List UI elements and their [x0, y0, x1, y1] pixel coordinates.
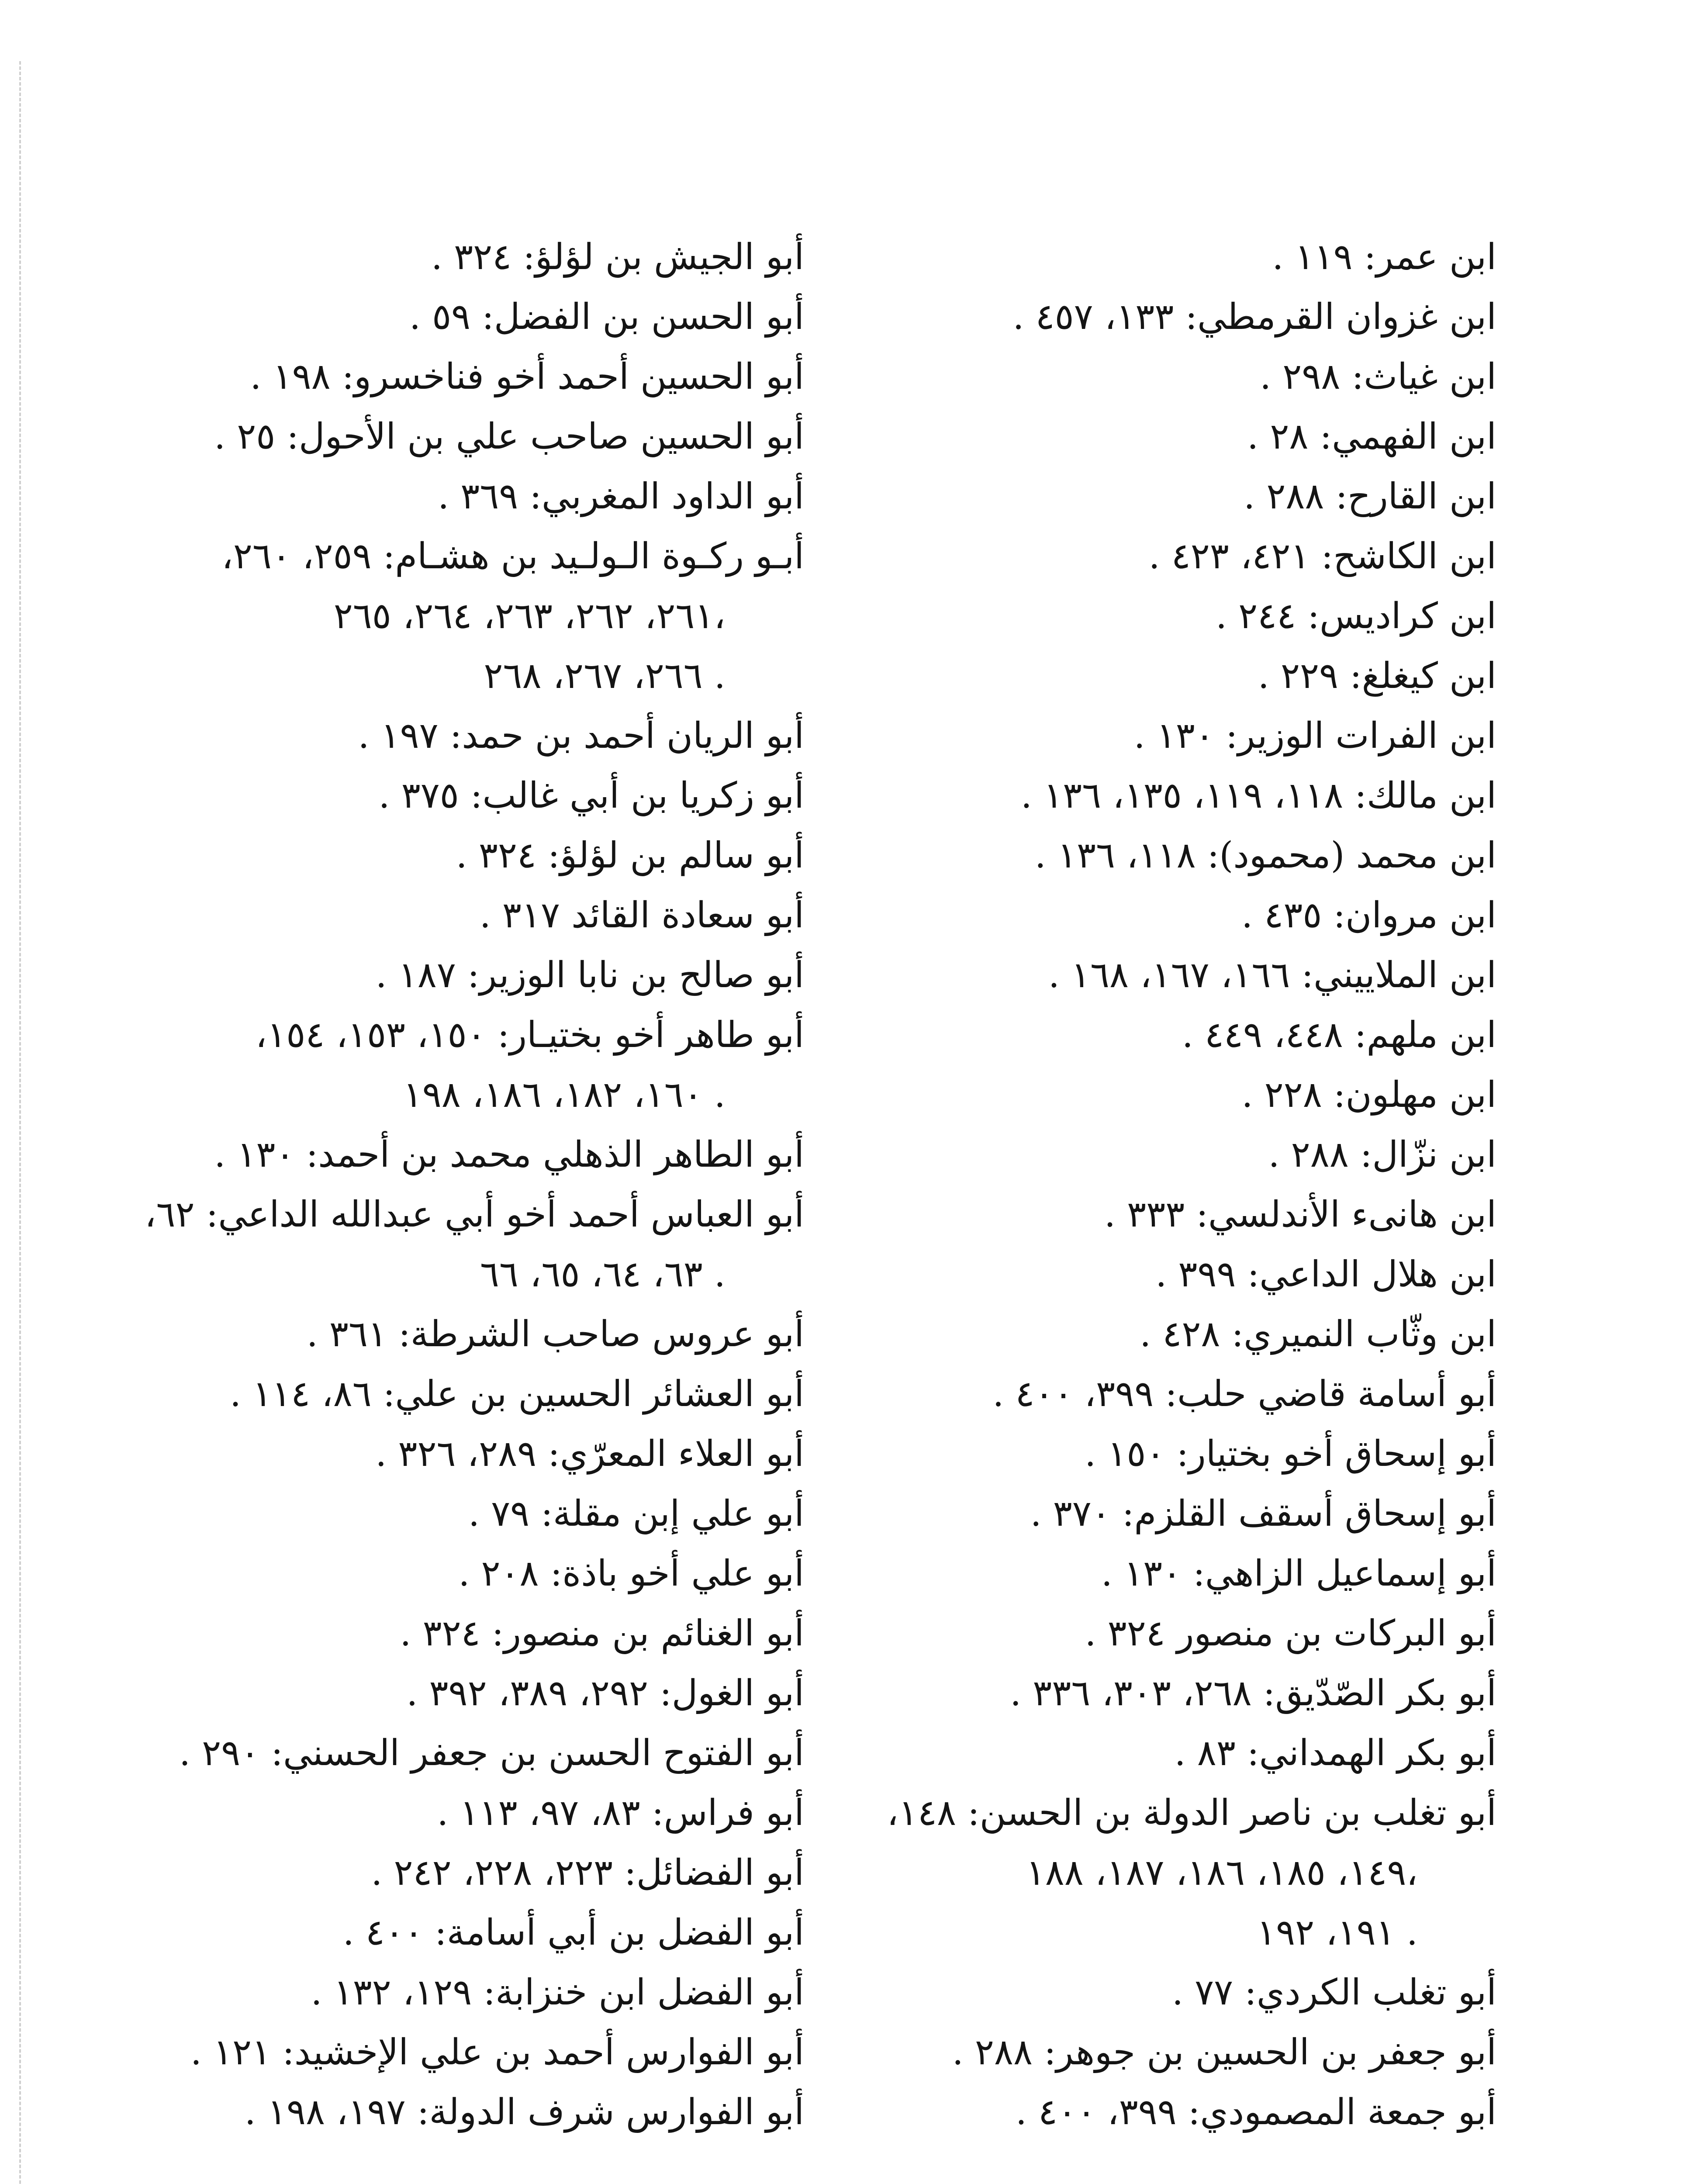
index-entry: أبو الفضل ابن خنزابة: ١٢٩، ١٣٢ . — [311, 1972, 804, 2013]
index-entry-continuation: ٦٣، ٦٤، ٦٥، ٦٦ . — [480, 1254, 726, 1295]
index-entry-continuation: ١٦٠، ١٨٢، ١٨٦، ١٩٨ . — [403, 1074, 726, 1116]
index-entry-continuation: ١٩١، ١٩٢ . — [1257, 1912, 1418, 1953]
index-entry: ابن مروان: ٤٣٥ . — [1241, 895, 1496, 936]
index-entry: ابن الفهمي: ٢٨ . — [1247, 416, 1496, 457]
index-entry: ابن الكاشح: ٤٢١، ٤٢٣ . — [1148, 536, 1496, 577]
index-entry: ابن هانىء الأندلسي: ٣٣٣ . — [1104, 1194, 1496, 1235]
index-entry: أبو الفتوح الحسن بن جعفر الحسني: ٢٩٠ . — [179, 1732, 804, 1774]
index-entry: ابن نزّال: ٢٨٨ . — [1268, 1134, 1496, 1175]
index-entry: أبو إسماعيل الزاهي: ١٣٠ . — [1101, 1553, 1496, 1594]
index-entry: أبو تغلب بن ناصر الدولة بن الحسن: ١٤٨، — [887, 1792, 1496, 1834]
index-entry: أبو البركات بن منصور ٣٢٤ . — [1085, 1613, 1496, 1654]
index-entry: أبو بكر الهمداني: ٨٣ . — [1174, 1732, 1496, 1774]
index-column-right — [763, 227, 1496, 2142]
index-entry: أبو الفضائل: ٢٢٣، ٢٢٨، ٢٤٢ . — [371, 1852, 804, 1894]
index-entry: أبو العشائر الحسين بن علي: ٨٦، ١١٤ . — [229, 1373, 804, 1415]
binding-margin-line — [19, 61, 21, 2184]
index-entry: ابن هلال الداعي: ٣٩٩ . — [1155, 1254, 1496, 1295]
index-entry: أبو إسحاق أسقف القلزم: ٣٧٠ . — [1030, 1493, 1496, 1534]
index-entry: أبو أسامة قاضي حلب: ٣٩٩، ٤٠٠ . — [992, 1373, 1496, 1415]
index-entry: أبـو ركـوة الـولـيد بن هشـام: ٢٥٩، ٢٦٠، — [221, 536, 804, 577]
index-entry: أبو سعادة القائد ٣١٧ . — [479, 895, 804, 936]
index-entry: ابن القارح: ٢٨٨ . — [1244, 476, 1496, 517]
index-entry: أبو طاهر أخو بختيـار: ١٥٠، ١٥٣، ١٥٤، — [255, 1014, 804, 1056]
index-entry: أبو الفوارس أحمد بن علي الإخشيد: ١٢١ . — [190, 2032, 804, 2073]
index-entry: أبو الغول: ٢٩٢، ٣٨٩، ٣٩٢ . — [406, 1673, 804, 1714]
index-entry: ابن كيغلغ: ٢٢٩ . — [1258, 655, 1496, 697]
index-entry: أبو الغنائم بن منصور: ٣٢٤ . — [400, 1613, 804, 1654]
index-entry: أبو الفوارس شرف الدولة: ١٩٧، ١٩٨ . — [244, 2091, 804, 2133]
index-entry: أبو العباس أحمد أخو أبي عبدالله الداعي: ٦٢، — [145, 1194, 804, 1235]
index-entry: ابن غياث: ٢٩٨ . — [1260, 356, 1496, 397]
index-entry: أبو الفضل بن أبي أسامة: ٤٠٠ . — [342, 1912, 804, 1953]
index-entry-continuation: ٢٦٦، ٢٦٧، ٢٦٨ . — [484, 655, 726, 697]
index-entry-continuation: ٢٦١، ٢٦٢، ٢٦٣، ٢٦٤، ٢٦٥، — [333, 595, 726, 637]
index-entry: أبو العلاء المعرّي: ٢٨٩، ٣٢٦ . — [375, 1433, 804, 1475]
index-entry: أبو الحسين أحمد أخو فناخسرو: ١٩٨ . — [250, 356, 804, 397]
index-entry: ابن مالك: ١١٨، ١١٩، ١٣٥، ١٣٦ . — [1020, 775, 1496, 816]
index-entry: أبو الحسن بن الفضل: ٥٩ . — [409, 296, 804, 338]
index-entry: أبو الريان أحمد بن حمد: ١٩٧ . — [358, 715, 804, 757]
index-column-left — [123, 227, 804, 2142]
index-entry: أبو صالح بن نابا الوزير: ١٨٧ . — [375, 954, 804, 996]
index-entry: أبو تغلب الكردي: ٧٧ . — [1171, 1972, 1496, 2013]
index-entry: أبو جعفر بن الحسين بن جوهر: ٢٨٨ . — [952, 2032, 1496, 2073]
index-entry: ابن الملاييني: ١٦٦، ١٦٧، ١٦٨ . — [1048, 954, 1496, 996]
index-entry: أبو الجيش بن لؤلؤ: ٣٢٤ . — [431, 236, 804, 278]
index-entry: ابن محمد (محمود): ١١٨، ١٣٦ . — [1034, 835, 1496, 876]
index-entry: ابن عمر: ١١٩ . — [1272, 236, 1496, 278]
index-entry: أبو جمعة المصمودي: ٣٩٩، ٤٠٠ . — [1015, 2091, 1496, 2133]
index-entry: ابن مهلون: ٢٢٨ . — [1241, 1074, 1496, 1116]
index-entry: أبو زكريا بن أبي غالب: ٣٧٥ . — [378, 775, 804, 816]
index-entry: أبو بكر الصّدّيق: ٢٦٨، ٣٠٣، ٣٣٦ . — [1010, 1673, 1496, 1714]
index-entry: أبو إسحاق أخو بختيار: ١٥٠ . — [1085, 1433, 1496, 1475]
index-entry: أبو الحسين صاحب علي بن الأحول: ٢٥ . — [214, 416, 804, 457]
index-entry: أبو سالم بن لؤلؤ: ٣٢٤ . — [456, 835, 804, 876]
index-entry: ابن الفرات الوزير: ١٣٠ . — [1133, 715, 1496, 757]
index-entry: ابن وثّاب النميري: ٤٢٨ . — [1140, 1313, 1496, 1355]
index-entry: ابن كراديس: ٢٤٤ . — [1215, 595, 1496, 637]
index-entry: أبو الداود المغربي: ٣٦٩ . — [438, 476, 804, 517]
index-entry: ابن ملهم: ٤٤٨، ٤٤٩ . — [1182, 1014, 1496, 1056]
index-entry: أبو الطاهر الذهلي محمد بن أحمد: ١٣٠ . — [214, 1134, 804, 1175]
index-entry: أبو عروس صاحب الشرطة: ٣٦١ . — [306, 1313, 804, 1355]
index-entry: ابن غزوان القرمطي: ١٣٣، ٤٥٧ . — [1012, 296, 1496, 338]
index-entry: أبو فراس: ٨٣، ٩٧، ١١٣ . — [437, 1792, 804, 1834]
index-entry: أبو علي أخو باذة: ٢٠٨ . — [458, 1553, 804, 1594]
index-entry-continuation: ١٤٩، ١٨٥، ١٨٦، ١٨٧، ١٨٨، — [1026, 1852, 1418, 1894]
index-entry: أبو علي إبن مقلة: ٧٩ . — [468, 1493, 804, 1534]
